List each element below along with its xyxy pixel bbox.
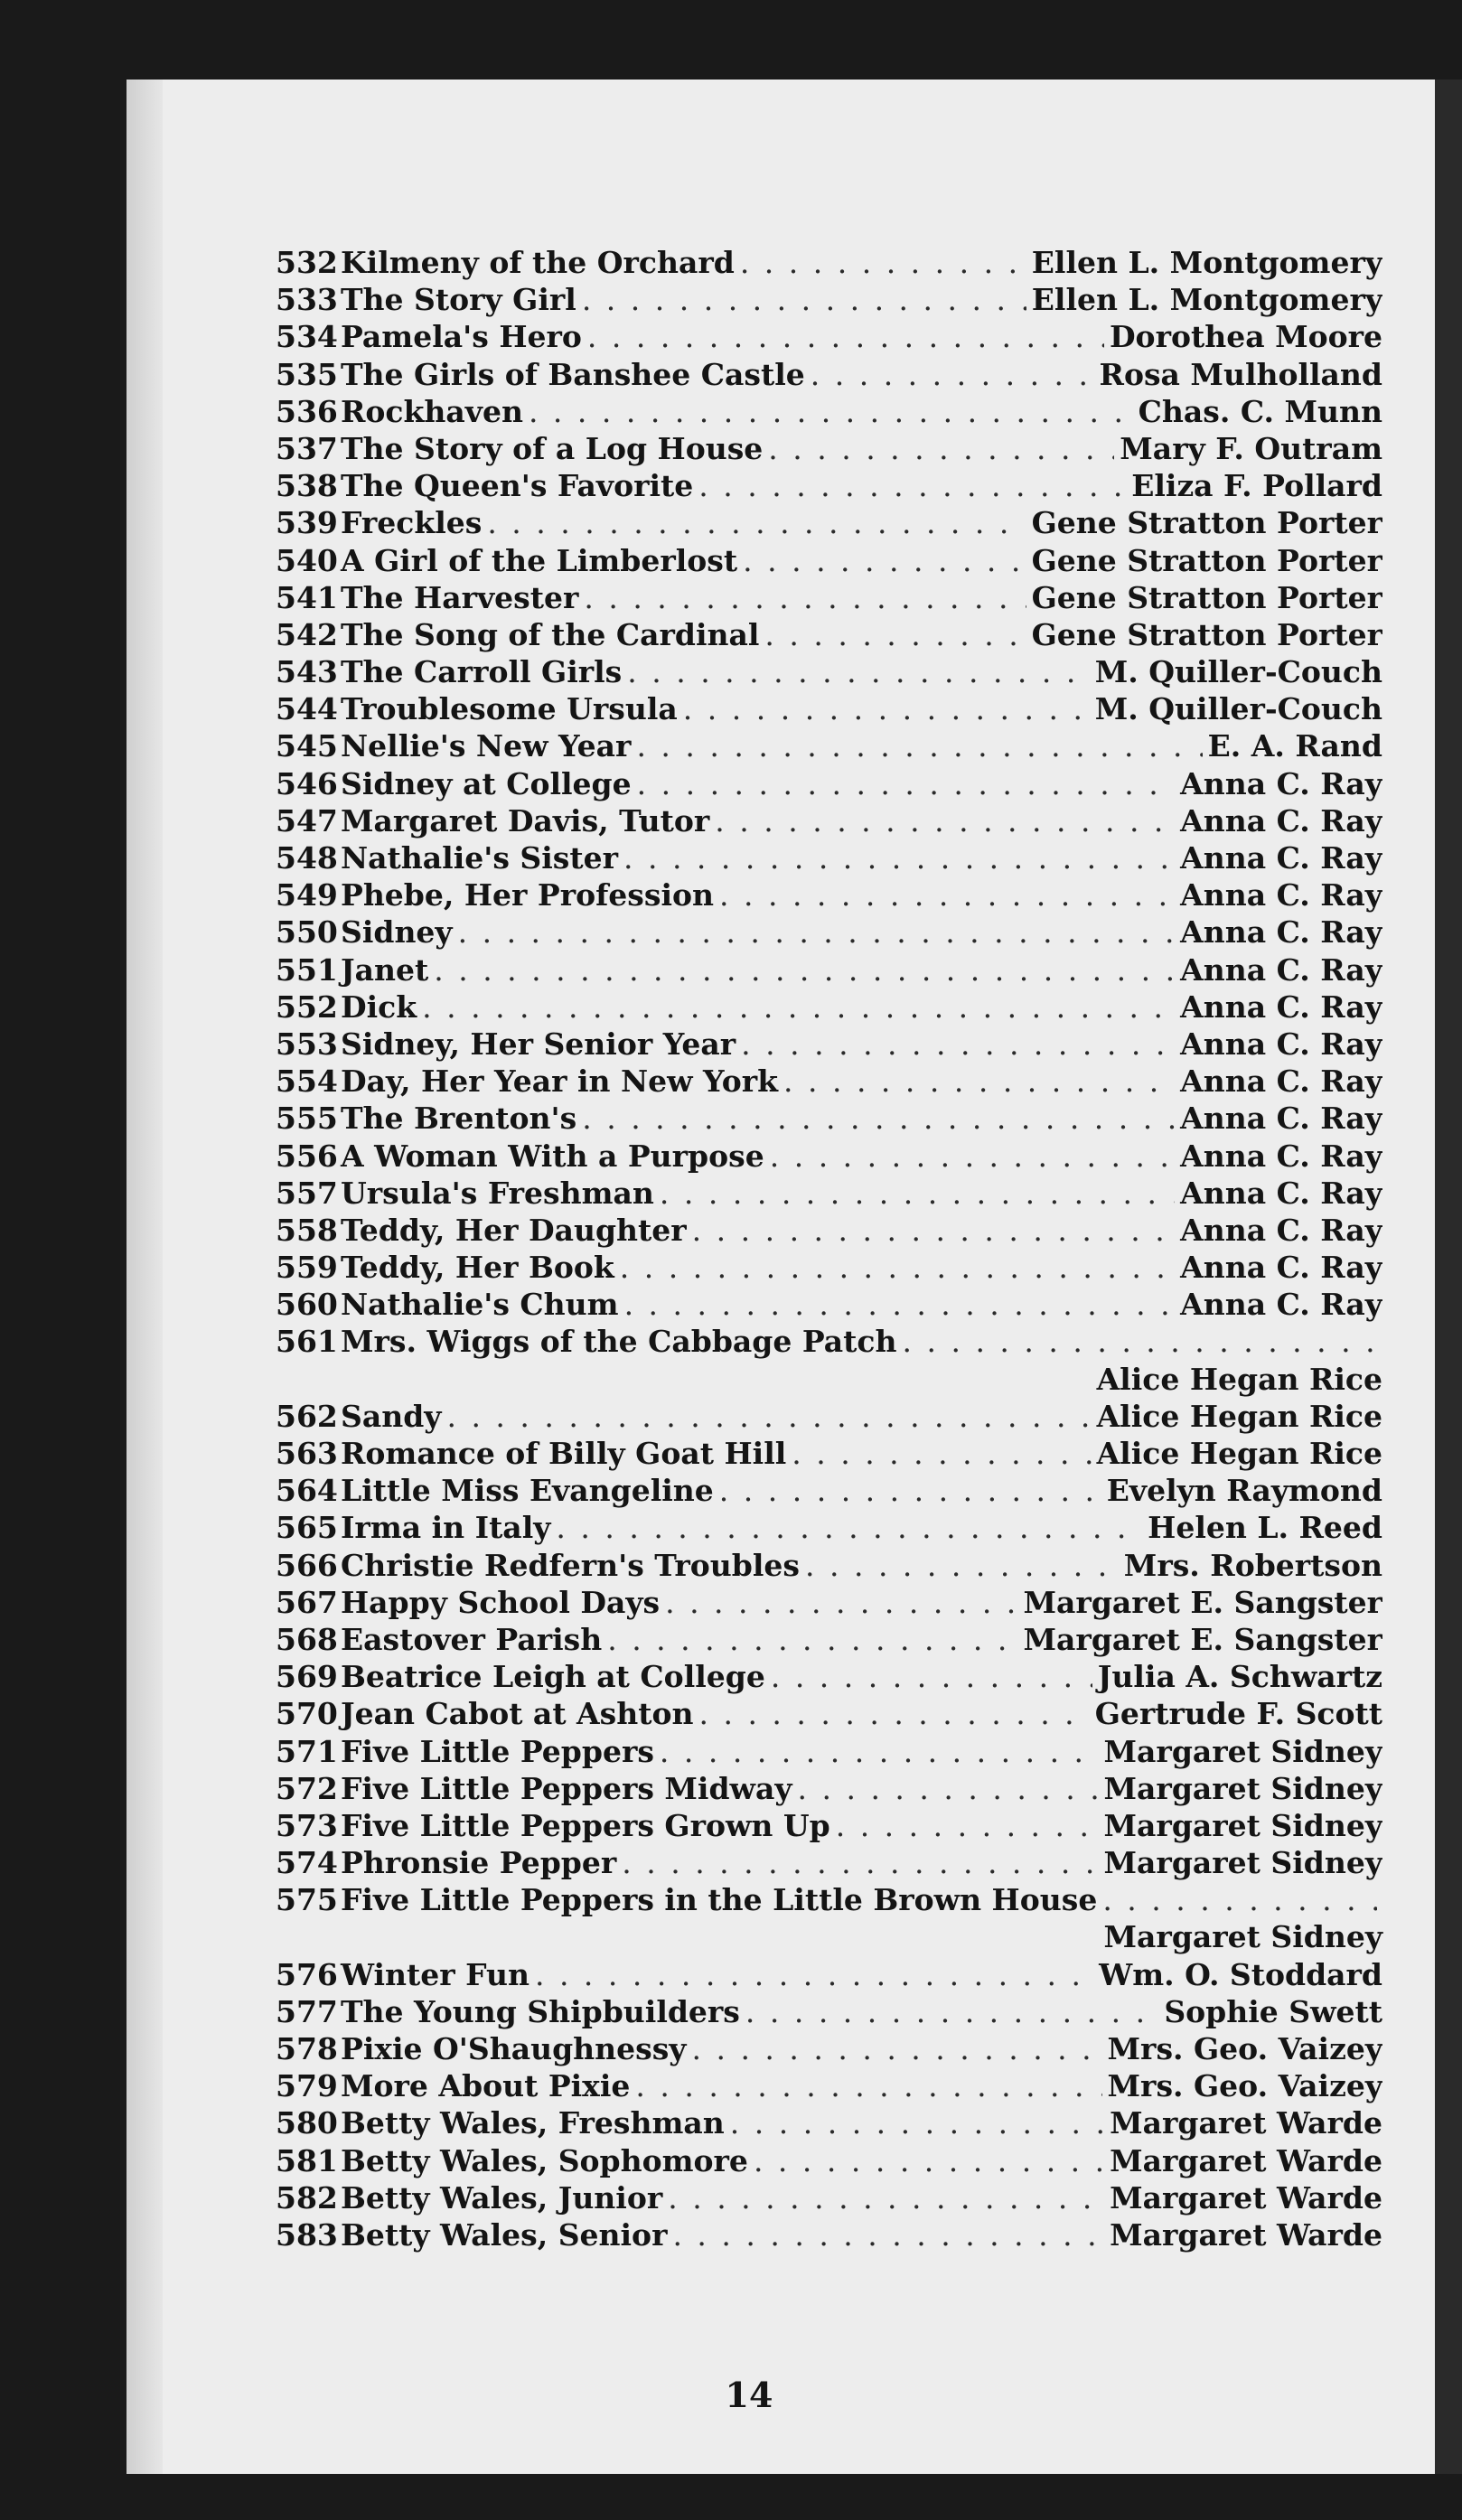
entry-title: The Brenton's xyxy=(341,1101,577,1137)
entry-title: Little Miss Evangeline xyxy=(341,1473,714,1509)
dot-leader xyxy=(903,1323,1378,1360)
entry-author: Margaret Sidney xyxy=(1103,1770,1382,1806)
entry-author: M. Quiller-Couch xyxy=(1094,654,1382,690)
entry-number: 536 xyxy=(276,393,338,429)
entry-number: 582 xyxy=(276,2179,338,2216)
entry-title: The Story Girl xyxy=(341,282,576,318)
dot-leader xyxy=(730,2104,1104,2141)
entry-number: 552 xyxy=(276,988,338,1025)
entry-author: Margaret Warde xyxy=(1110,2142,1382,2178)
list-item xyxy=(276,579,1382,616)
dot-leader xyxy=(683,690,1090,727)
entry-number: 566 xyxy=(276,1547,338,1583)
dot-leader xyxy=(691,2030,1101,2067)
dot-leader xyxy=(665,1584,1017,1621)
dot-leader xyxy=(660,1175,1175,1212)
entry-author: Chas. C. Munn xyxy=(1138,393,1382,429)
entry-number: 546 xyxy=(276,765,338,801)
entry-title: The Song of the Cardinal xyxy=(341,616,760,652)
entry-author: Anna C. Ray xyxy=(1180,914,1382,951)
list-item xyxy=(276,1323,1382,1360)
list-item xyxy=(276,281,1382,318)
entry-number: 555 xyxy=(276,1101,338,1137)
entry-title: Winter Fun xyxy=(341,1956,530,1992)
entry-number: 571 xyxy=(276,1733,338,1769)
entry-title: The Girls of Banshee Castle xyxy=(341,356,805,392)
entry-author: Margaret Sidney xyxy=(1103,1733,1382,1769)
entry-author: Anna C. Ray xyxy=(1180,1212,1382,1248)
entry-number: 556 xyxy=(276,1138,338,1174)
list-item xyxy=(276,1881,1382,1918)
page-number xyxy=(127,2375,1435,2415)
dot-leader xyxy=(556,1509,1142,1546)
entry-author: Anna C. Ray xyxy=(1180,1026,1382,1062)
entry-title: More About Pixie xyxy=(341,2068,631,2104)
dot-leader xyxy=(770,1138,1175,1175)
dot-leader xyxy=(584,579,1026,616)
entry-author: Margaret Warde xyxy=(1110,2216,1382,2253)
list-item xyxy=(276,802,1382,839)
entry-number: 581 xyxy=(276,2142,338,2178)
entry-author: Helen L. Reed xyxy=(1148,1510,1382,1546)
entry-title: Beatrice Leigh at College xyxy=(341,1659,765,1695)
dot-leader xyxy=(836,1807,1099,1844)
entry-author: Anna C. Ray xyxy=(1180,951,1382,988)
dot-leader xyxy=(623,839,1175,876)
list-item xyxy=(276,2104,1382,2141)
entry-title: Sidney at College xyxy=(341,765,632,801)
dot-leader xyxy=(740,244,1026,281)
entry-number: 540 xyxy=(276,542,338,578)
dot-leader xyxy=(627,653,1089,690)
entry-number: 538 xyxy=(276,468,338,504)
dot-leader xyxy=(719,1472,1101,1509)
dot-leader xyxy=(754,2142,1104,2179)
list-item xyxy=(276,988,1382,1026)
dot-leader xyxy=(1102,1881,1377,1918)
list-item xyxy=(276,1584,1382,1621)
dot-leader xyxy=(582,281,1026,318)
list-item xyxy=(276,1249,1382,1286)
entry-title: Five Little Peppers Grown Up xyxy=(341,1807,830,1843)
entry-number: 554 xyxy=(276,1063,338,1100)
dot-leader xyxy=(587,318,1104,355)
entry-title: Nathalie's Sister xyxy=(341,840,618,876)
list-item xyxy=(276,1695,1382,1732)
list-item xyxy=(276,393,1382,430)
entry-author: Dorothea Moore xyxy=(1109,319,1382,355)
entry-title: Betty Wales, Freshman xyxy=(341,2105,725,2141)
book-list xyxy=(276,244,1382,2253)
entry-title: Rockhaven xyxy=(341,393,523,429)
entry-author: Anna C. Ray xyxy=(1180,1101,1382,1137)
entry-author: Anna C. Ray xyxy=(1180,1138,1382,1174)
entry-author: Margaret Warde xyxy=(1110,2179,1382,2216)
list-item xyxy=(276,951,1382,988)
entry-author: Margaret Sidney xyxy=(1103,1919,1382,1955)
entry-author: Gene Stratton Porter xyxy=(1031,616,1382,652)
entry-author: Anna C. Ray xyxy=(1180,877,1382,913)
entry-number: 576 xyxy=(276,1956,338,1992)
entry-author: Anna C. Ray xyxy=(1180,1287,1382,1323)
dot-leader xyxy=(792,1435,1091,1472)
entry-title: Eastover Parish xyxy=(341,1621,603,1657)
entry-number: 580 xyxy=(276,2105,338,2141)
list-item xyxy=(276,2142,1382,2179)
dot-leader xyxy=(535,1956,1093,1993)
entry-title: Freckles xyxy=(341,505,483,541)
list-item xyxy=(276,765,1382,802)
entry-title: Betty Wales, Senior xyxy=(341,2216,668,2253)
entry-number: 568 xyxy=(276,1621,338,1657)
dot-leader xyxy=(771,1658,1092,1695)
list-item xyxy=(276,1658,1382,1695)
entry-author: Ellen L. Montgomery xyxy=(1031,282,1382,318)
entry-number: 579 xyxy=(276,2068,338,2104)
list-item xyxy=(276,1212,1382,1249)
list-item xyxy=(276,1472,1382,1509)
entry-author: Margaret Warde xyxy=(1110,2105,1382,2141)
entry-title: Margaret Davis, Tutor xyxy=(341,802,710,838)
list-item xyxy=(276,1770,1382,1807)
dot-leader xyxy=(620,1249,1175,1286)
entry-author: Eliza F. Pollard xyxy=(1131,468,1382,504)
list-item xyxy=(276,876,1382,913)
entry-author: Alice Hegan Rice xyxy=(1096,1398,1382,1434)
entry-author: Mary F. Outram xyxy=(1120,430,1382,466)
dot-leader xyxy=(529,393,1133,430)
entry-number: 535 xyxy=(276,356,338,392)
entry-author: Anna C. Ray xyxy=(1180,802,1382,838)
dot-leader xyxy=(672,2216,1104,2253)
list-item xyxy=(276,1063,1382,1100)
list-item xyxy=(276,244,1382,281)
list-item xyxy=(276,430,1382,467)
entry-title: Phronsie Pepper xyxy=(341,1845,617,1881)
entry-number: 577 xyxy=(276,1993,338,2029)
dot-leader xyxy=(624,1286,1176,1323)
dot-leader xyxy=(458,913,1176,951)
list-item xyxy=(276,1398,1382,1435)
entry-title: Betty Wales, Sophomore xyxy=(341,2142,748,2178)
entry-author: E. A. Rand xyxy=(1207,728,1382,764)
entry-author: Sophie Swett xyxy=(1164,1993,1382,2029)
entry-author: M. Quiller-Couch xyxy=(1094,691,1382,727)
list-item xyxy=(276,1733,1382,1770)
list-item xyxy=(276,1286,1382,1323)
list-item xyxy=(276,1435,1382,1472)
entry-title: Sidney, Her Senior Year xyxy=(341,1026,736,1062)
entry-title: Christie Redfern's Troubles xyxy=(341,1547,800,1583)
entry-number: 547 xyxy=(276,802,338,838)
list-item xyxy=(276,1621,1382,1658)
entry-title: A Girl of the Limberlost xyxy=(341,542,738,578)
entry-title: Five Little Peppers Midway xyxy=(341,1770,792,1806)
dot-leader xyxy=(446,1398,1091,1435)
list-item xyxy=(276,1547,1382,1584)
dot-leader xyxy=(715,802,1175,839)
dot-leader xyxy=(764,616,1026,653)
list-item xyxy=(276,2216,1382,2253)
list-item xyxy=(276,913,1382,951)
list-item xyxy=(276,690,1382,727)
entry-number: 537 xyxy=(276,430,338,466)
list-item xyxy=(276,1844,1382,1881)
entry-number: 573 xyxy=(276,1807,338,1843)
entry-author: Alice Hegan Rice xyxy=(1096,1361,1382,1397)
entry-number: 575 xyxy=(276,1882,338,1918)
entry-author: Anna C. Ray xyxy=(1180,1063,1382,1100)
entry-number: 542 xyxy=(276,616,338,652)
entry-number: 567 xyxy=(276,1584,338,1620)
list-item xyxy=(276,2179,1382,2216)
entry-title: Ursula's Freshman xyxy=(341,1175,654,1211)
entry-title: Five Little Peppers in the Little Brown House xyxy=(341,1882,1098,1918)
entry-number: 574 xyxy=(276,1845,338,1881)
entry-title: Romance of Billy Goat Hill xyxy=(341,1436,787,1471)
entry-number: 578 xyxy=(276,2031,338,2066)
entry-title: Irma in Italy xyxy=(341,1510,551,1546)
entry-author: Evelyn Raymond xyxy=(1106,1473,1382,1509)
dot-leader xyxy=(798,1770,1099,1807)
entry-number: 539 xyxy=(276,505,338,541)
entry-author: Gene Stratton Porter xyxy=(1031,579,1382,615)
list-item xyxy=(276,1509,1382,1546)
list-item xyxy=(276,1807,1382,1844)
entry-author: Wm. O. Stoddard xyxy=(1099,1956,1382,1992)
list-item xyxy=(276,839,1382,876)
list-item xyxy=(276,1138,1382,1175)
entry-number: 559 xyxy=(276,1250,338,1286)
book-page xyxy=(127,80,1435,2474)
dot-leader xyxy=(698,467,1126,504)
list-item xyxy=(276,1956,1382,1993)
entry-number: 544 xyxy=(276,691,338,727)
entry-title: Day, Her Year in New York xyxy=(341,1063,779,1100)
entry-title: Nellie's New Year xyxy=(341,728,632,764)
entry-title: Janet xyxy=(341,951,429,988)
dot-leader xyxy=(743,542,1026,579)
dot-leader xyxy=(582,1100,1175,1137)
entry-number: 534 xyxy=(276,319,338,355)
entry-number: 560 xyxy=(276,1287,338,1323)
entry-author: Alice Hegan Rice xyxy=(1096,1436,1382,1471)
dot-leader xyxy=(668,2179,1104,2216)
entry-author: Anna C. Ray xyxy=(1180,765,1382,801)
entry-number: 541 xyxy=(276,579,338,615)
entry-author: Anna C. Ray xyxy=(1180,988,1382,1025)
list-item xyxy=(276,467,1382,504)
entry-title: Jean Cabot at Ashton xyxy=(341,1696,694,1732)
entry-title: Sidney xyxy=(341,914,453,951)
entry-title: The Harvester xyxy=(341,579,579,615)
entry-title: Dick xyxy=(341,988,417,1025)
entry-number: 570 xyxy=(276,1696,338,1732)
entry-number: 549 xyxy=(276,877,338,913)
entry-number: 583 xyxy=(276,2216,338,2253)
entry-number: 558 xyxy=(276,1212,338,1248)
entry-author: Mrs. Geo. Vaizey xyxy=(1107,2068,1382,2104)
dot-leader xyxy=(607,1621,1017,1658)
list-item xyxy=(276,1993,1382,2030)
list-item xyxy=(276,356,1382,393)
list-item xyxy=(276,1026,1382,1063)
list-item xyxy=(276,504,1382,541)
dot-leader xyxy=(635,2067,1101,2104)
entry-title: Teddy, Her Daughter xyxy=(341,1212,687,1248)
dot-leader xyxy=(768,430,1114,467)
entry-title: Kilmeny of the Orchard xyxy=(341,245,735,280)
dot-leader xyxy=(719,876,1175,913)
entry-number: 545 xyxy=(276,728,338,764)
entry-number: 569 xyxy=(276,1659,338,1695)
entry-title: The Carroll Girls xyxy=(341,654,623,690)
entry-number: 565 xyxy=(276,1510,338,1546)
entry-author: Rosa Mulholland xyxy=(1099,356,1382,392)
list-item xyxy=(276,2030,1382,2067)
dot-leader xyxy=(622,1844,1098,1881)
dot-leader xyxy=(434,951,1175,988)
entry-author: Julia A. Schwartz xyxy=(1097,1659,1382,1695)
entry-author: Anna C. Ray xyxy=(1180,840,1382,876)
page-number-text: 14 xyxy=(725,2375,773,2415)
entry-author: Margaret E. Sangster xyxy=(1023,1584,1382,1620)
entry-title: The Queen's Favorite xyxy=(341,468,694,504)
dot-leader xyxy=(698,1695,1089,1732)
dot-leader xyxy=(741,1026,1175,1063)
entry-title: Sandy xyxy=(341,1398,442,1434)
list-item xyxy=(276,318,1382,355)
dot-leader xyxy=(422,988,1175,1026)
entry-title: Phebe, Her Profession xyxy=(341,877,714,913)
entry-title: Nathalie's Chum xyxy=(341,1287,619,1323)
entry-author: Margaret E. Sangster xyxy=(1023,1621,1382,1657)
dot-leader xyxy=(811,356,1094,393)
entry-title: The Young Shipbuilders xyxy=(341,1993,740,2029)
entry-number: 564 xyxy=(276,1473,338,1509)
list-item xyxy=(276,616,1382,653)
entry-number: 553 xyxy=(276,1026,338,1062)
entry-number: 551 xyxy=(276,951,338,988)
entry-title: Mrs. Wiggs of the Cabbage Patch xyxy=(341,1324,897,1360)
dot-leader xyxy=(745,1993,1158,2030)
entry-title: The Story of a Log House xyxy=(341,430,764,466)
entry-number: 561 xyxy=(276,1324,338,1360)
entry-author: Margaret Sidney xyxy=(1103,1845,1382,1881)
entry-number: 557 xyxy=(276,1175,338,1211)
entry-number: 550 xyxy=(276,914,338,951)
entry-author: Gene Stratton Porter xyxy=(1031,505,1382,541)
entry-author: Mrs. Geo. Vaizey xyxy=(1107,2031,1382,2066)
list-item xyxy=(276,653,1382,690)
entry-title: Pamela's Hero xyxy=(341,319,582,355)
entry-author: Ellen L. Montgomery xyxy=(1031,245,1382,280)
dot-leader xyxy=(805,1547,1119,1584)
entry-number: 548 xyxy=(276,840,338,876)
entry-title: Troublesome Ursula xyxy=(341,691,678,727)
list-item xyxy=(276,1100,1382,1137)
dot-leader xyxy=(637,765,1176,802)
entry-number: 562 xyxy=(276,1398,338,1434)
entry-author: Gertrude F. Scott xyxy=(1094,1696,1382,1732)
entry-author: Anna C. Ray xyxy=(1180,1175,1382,1211)
dot-leader xyxy=(660,1733,1099,1770)
entry-author: Mrs. Robertson xyxy=(1123,1547,1382,1583)
entry-title: Betty Wales, Junior xyxy=(341,2179,663,2216)
entry-title: A Woman With a Purpose xyxy=(341,1138,764,1174)
entry-number: 563 xyxy=(276,1436,338,1471)
list-item xyxy=(276,727,1382,764)
entry-author: Anna C. Ray xyxy=(1180,1250,1382,1286)
dot-leader xyxy=(636,727,1202,764)
dot-leader xyxy=(692,1212,1175,1249)
list-item xyxy=(276,1175,1382,1212)
entry-number: 533 xyxy=(276,282,338,318)
list-item xyxy=(276,2067,1382,2104)
entry-number: 543 xyxy=(276,654,338,690)
list-item xyxy=(276,542,1382,579)
entry-title: Teddy, Her Book xyxy=(341,1250,614,1286)
entry-author: Margaret Sidney xyxy=(1103,1807,1382,1843)
entry-author: Gene Stratton Porter xyxy=(1031,542,1382,578)
entry-number: 572 xyxy=(276,1770,338,1806)
entry-title: Pixie O'Shaughnessy xyxy=(341,2031,687,2066)
page-binding-edge xyxy=(127,80,163,2474)
entry-title: Five Little Peppers xyxy=(341,1733,654,1769)
dot-leader xyxy=(487,504,1026,541)
entry-number: 532 xyxy=(276,245,338,280)
entry-title: Happy School Days xyxy=(341,1584,661,1620)
dot-leader xyxy=(783,1063,1175,1100)
